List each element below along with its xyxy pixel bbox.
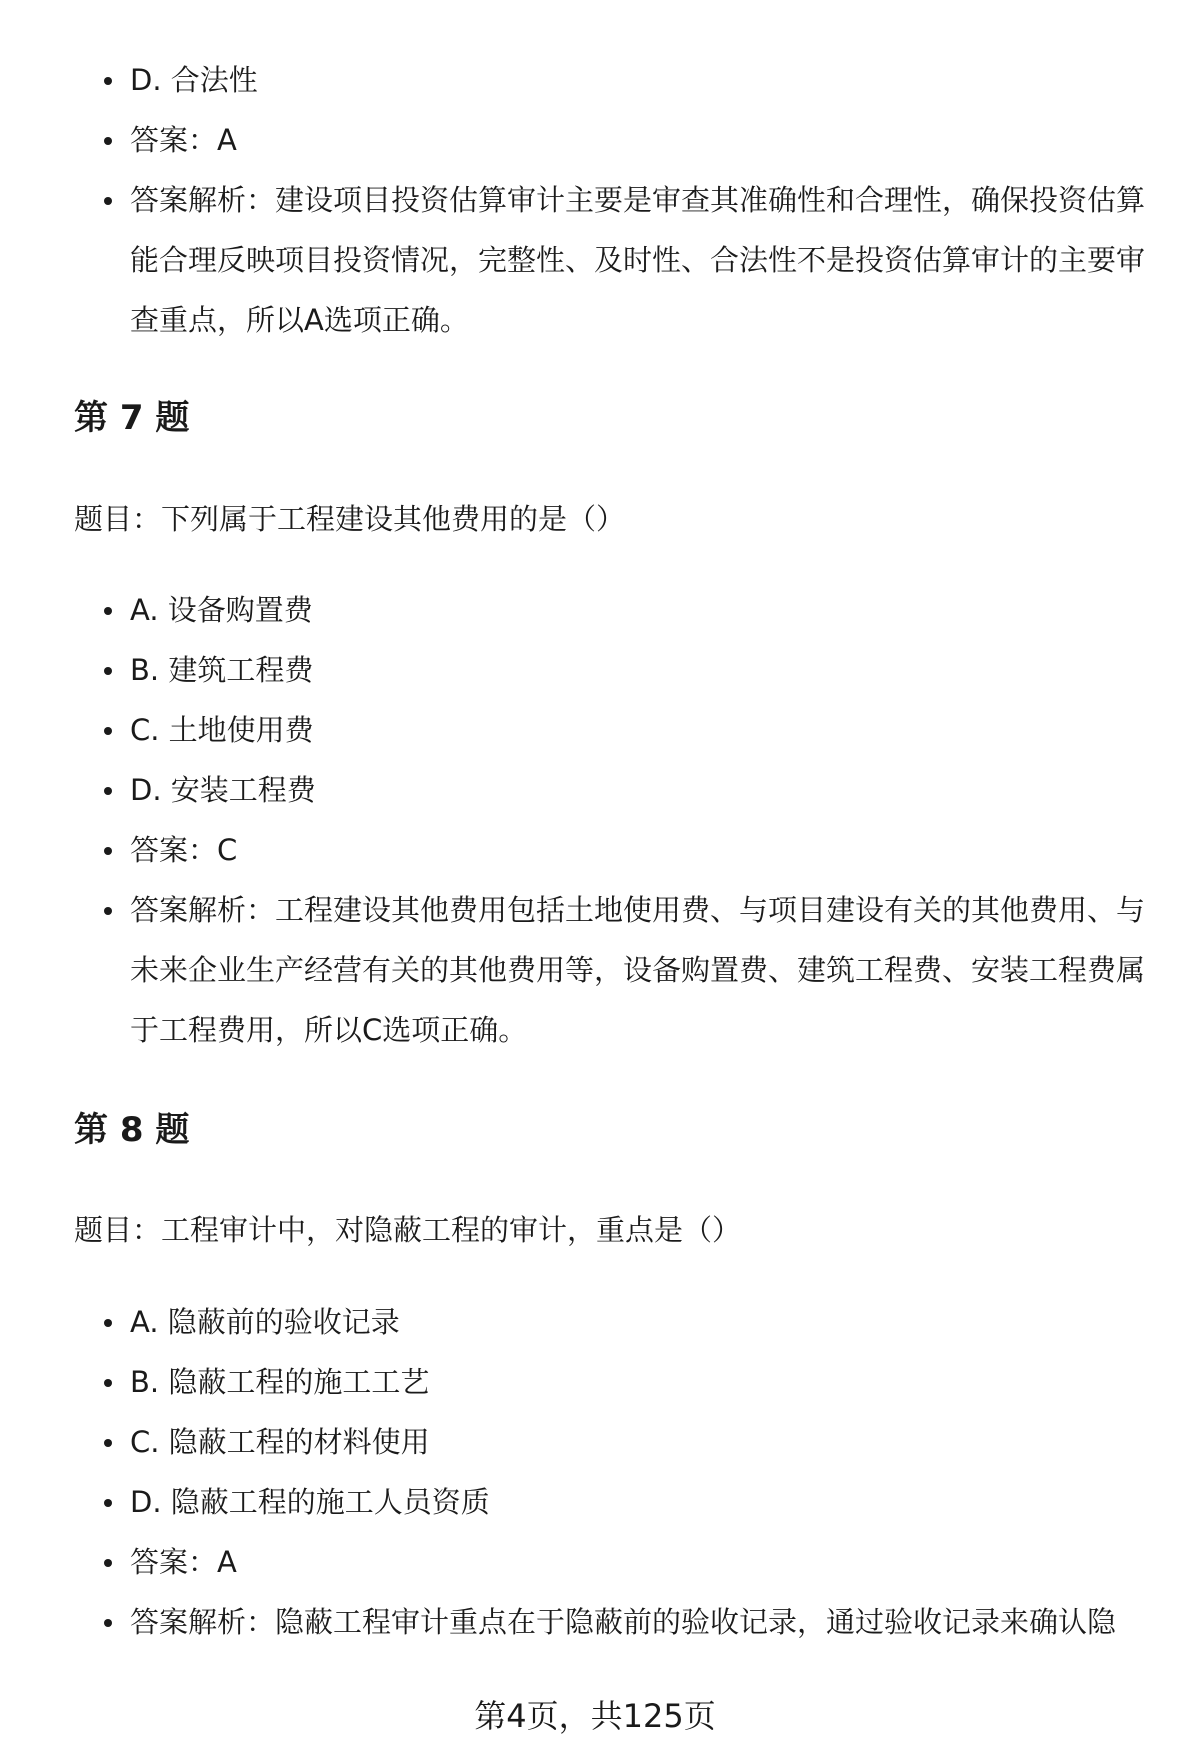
- q8-explanation: 答案解析：隐蔽工程审计重点在于隐蔽前的验收记录，通过验收记录来确认隐: [0, 1592, 1190, 1652]
- q7-option-b: B. 建筑工程费: [0, 640, 1190, 700]
- q7-option-a: A. 设备购置费: [0, 580, 1190, 640]
- q7-question: 题目：下列属于工程建设其他费用的是（）: [74, 502, 626, 536]
- q7-list: [0, 580, 1190, 1060]
- q6-answer: 答案：A: [0, 110, 1190, 170]
- q6-option-d: D. 合法性: [0, 50, 1190, 110]
- q6-explanation: 答案解析：建设项目投资估算审计主要是审查其准确性和合理性，确保投资估算能合理反映项目投资情况，完整性、及时性、合法性不是投资估算审计的主要审查重点，所以A选项正确。: [0, 170, 1190, 350]
- q8-option-b: B. 隐蔽工程的施工工艺: [0, 1352, 1190, 1412]
- q7-heading: 第 7 题: [74, 398, 190, 438]
- q8-answer: 答案：A: [0, 1532, 1190, 1592]
- q6-list: [0, 50, 1190, 350]
- page-number-footer: 第4页，共125页: [474, 1697, 716, 1735]
- q7-answer: 答案：C: [0, 820, 1190, 880]
- q7-option-d: D. 安装工程费: [0, 760, 1190, 820]
- q8-option-a: A. 隐蔽前的验收记录: [0, 1292, 1190, 1352]
- q8-question: 题目：工程审计中，对隐蔽工程的审计，重点是（）: [74, 1213, 742, 1247]
- q8-list: [0, 1292, 1190, 1652]
- q7-option-c: C. 土地使用费: [0, 700, 1190, 760]
- q8-option-d: D. 隐蔽工程的施工人员资质: [0, 1472, 1190, 1532]
- q8-option-c: C. 隐蔽工程的材料使用: [0, 1412, 1190, 1472]
- q7-explanation: 答案解析：工程建设其他费用包括土地使用费、与项目建设有关的其他费用、与未来企业生产经营有关的其他费用等，设备购置费、建筑工程费、安装工程费属于工程费用，所以C选项正确。: [0, 880, 1190, 1060]
- q8-heading: 第 8 题: [74, 1110, 190, 1150]
